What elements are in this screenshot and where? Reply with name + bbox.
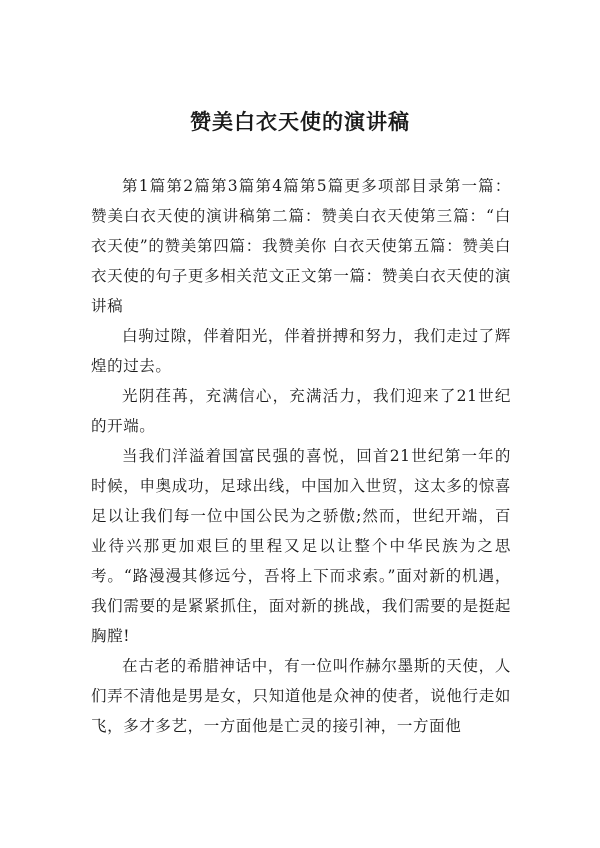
paragraph-3: 当我们洋溢着国富民强的喜悦，回首21世纪第一年的时候，申奥成功，足球出线，中国加入世贸，这太多的惊喜足以让我们每一位中国公民为之骄傲;然而，世纪开端，百业待兴那更加艰巨的里程又足以让整个中华民族为之思考。“路漫漫其修远兮，吾将上下而求索。”面对新的机遇，我们需要的是紧紧抓住，面对新的挑战，我们需要的是挺起胸膛!: [91, 447, 511, 645]
document-title: 赞美白衣天使的演讲稿: [190, 109, 410, 134]
document-body: [91, 171, 511, 741]
paragraph-4: 在古老的希腊神话中，有一位叫作赫尔墨斯的天使，人们弄不清他是男是女，只知道他是众神的使者，说他行走如飞，多才多艺，一方面他是亡灵的接引神，一方面他: [91, 657, 511, 735]
paragraph-contents: 第1篇第2篇第3篇第4篇第5篇更多项部目录第一篇：赞美白衣天使的演讲稿第二篇：赞美白衣天使第三篇：“白衣天使”的赞美第四篇：我赞美你 白衣天使第五篇：赞美白衣天使的句子更多相关范文正文第一篇：赞美白衣天使的演讲稿: [91, 177, 511, 315]
paragraph-2: 光阴荏苒，充满信心，充满活力，我们迎来了21世纪的开端。: [91, 387, 511, 435]
paragraph-1: 白驹过隙，伴着阳光，伴着拼搏和努力，我们走过了辉煌的过去。: [91, 327, 511, 375]
